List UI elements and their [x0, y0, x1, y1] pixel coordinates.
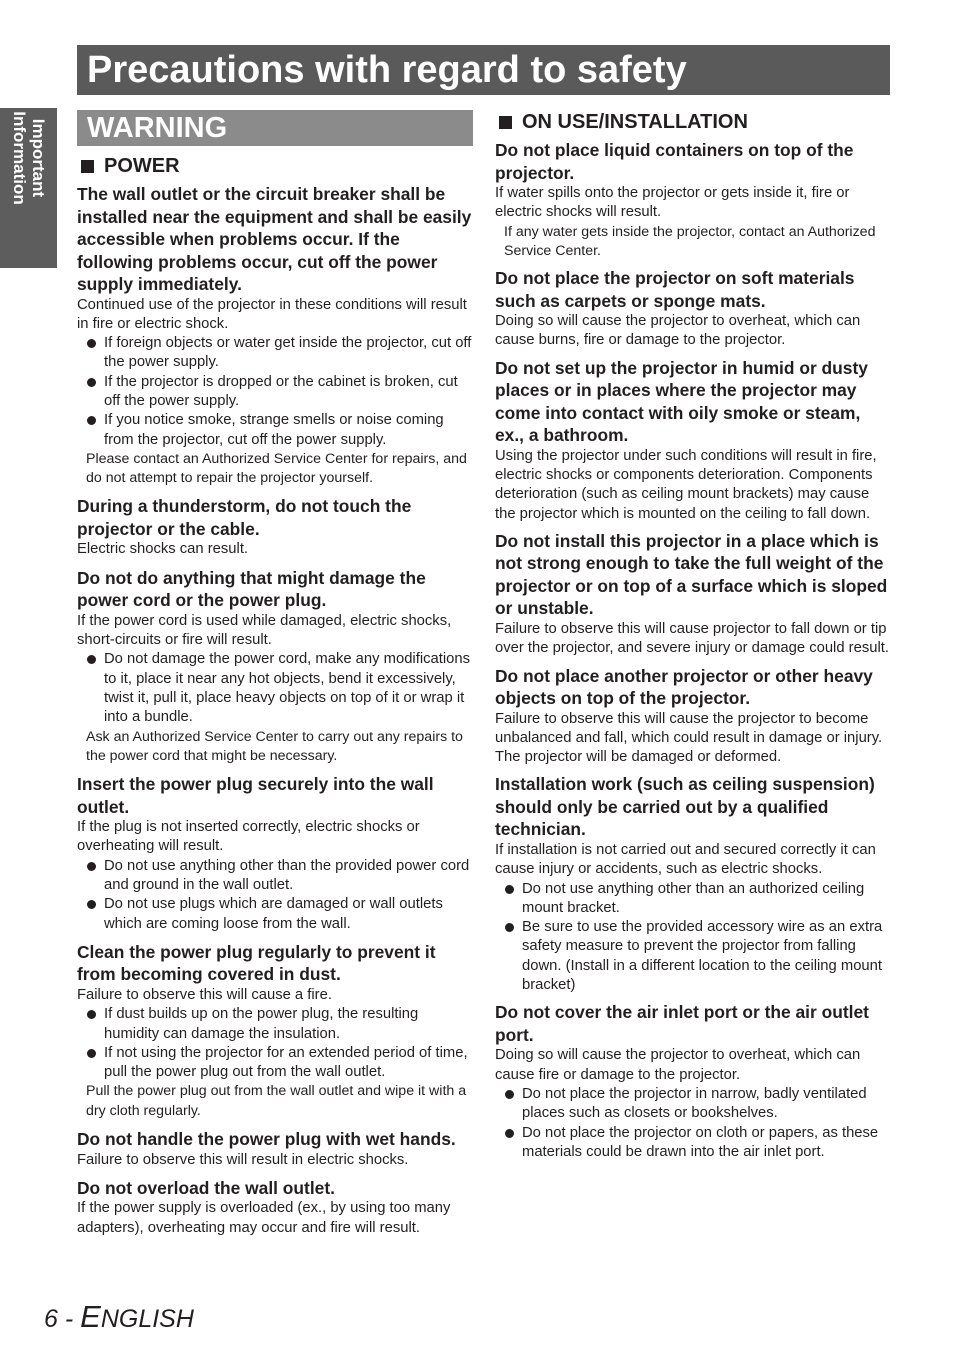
left-column: [77, 110, 473, 1245]
bullet-item: Do not use anything other than an authorized ceiling mount bracket.: [495, 880, 891, 919]
item-heading: The wall outlet or the circuit breaker shall be installed near the equipment and shall be easily accessible when problems occur. If the following problems occur, cut off the power supply immediately.: [77, 184, 472, 294]
item-body: Failure to observe this will cause a fire.: [77, 986, 332, 1003]
warning-item: [495, 357, 891, 524]
warning-item: [495, 267, 891, 351]
bullet-item: Do not use anything other than the provided power cord and ground in the wall outlet.: [77, 857, 473, 896]
square-bullet-icon: [81, 160, 94, 173]
warning-item: [495, 1001, 891, 1162]
item-heading: Do not place liquid containers on top of the projector.: [495, 140, 854, 183]
square-bullet-icon: [499, 116, 512, 129]
warning-heading: WARNING: [77, 110, 473, 146]
item-body: If the power cord is used while damaged, electric shocks, short-circuits or fire will result.: [77, 612, 452, 649]
item-body: Failure to observe this will cause the projector to become unbalanced and fall, which could result in damage or injury. The projector will be damaged or deformed.: [495, 710, 883, 766]
item-heading: Do not set up the projector in humid or dusty places or in places where the projector may come into contact with oily smoke or steam, ex., a bathroom.: [495, 357, 868, 446]
item-body: If installation is not carried out and secured correctly it can cause injury or accidents, such as electric shocks.: [495, 841, 876, 878]
item-body: Doing so will cause the projector to overheat, which can cause fire or damage to the projector.: [495, 1047, 861, 1083]
section-title: ON USE/INSTALLATION: [522, 111, 748, 133]
section-heading-power: [77, 154, 473, 178]
section-heading-use: [495, 110, 891, 134]
bullet-item: If not using the projector for an extended period of time, pull the power plug out from the wall outlet.: [77, 1044, 473, 1083]
item-note: Please contact an Authorized Service Center for repairs, and do not attempt to repair the projector yourself.: [86, 450, 467, 487]
bullet-item: Do not use plugs which are damaged or wall outlets which are coming loose from the wall.: [77, 895, 473, 934]
item-heading: Do not place another projector or other heavy objects on top of the projector.: [495, 665, 873, 709]
item-body: Using the projector under such conditions will result in fire, electric shocks or components deterioration. Components deterioration (such as ceiling mount brackets) may cause the projector which is mounted on the ceiling to fall down.: [495, 447, 877, 522]
bullet-item: Do not place the projector in narrow, badly ventilated places such as closets or bookshelves.: [495, 1085, 891, 1124]
item-note: If any water gets inside the projector, contact an Authorized Service Center.: [504, 223, 876, 259]
item-note: Ask an Authorized Service Center to carry out any repairs to the power cord that might be necessary.: [86, 728, 463, 764]
warning-item: [77, 1177, 473, 1238]
item-body: Doing so will cause the projector to overheat, which can cause burns, fire or damage to the projector.: [495, 313, 861, 349]
item-heading: Installation work (such as ceiling suspension) should only be carried out by a qualified technician.: [495, 774, 875, 840]
item-note: Pull the power plug out from the wall outlet and wipe it with a dry cloth regularly.: [86, 1083, 467, 1119]
item-body: Failure to observe this will result in electric shocks.: [77, 1151, 409, 1168]
page-footer: [44, 1300, 194, 1336]
warning-item: [77, 495, 473, 559]
item-body: If the plug is not inserted correctly, electric shocks or overheating will result.: [77, 819, 420, 855]
item-heading: Do not place the projector on soft materials such as carpets or sponge mats.: [495, 268, 855, 311]
item-heading: Do not install this projector in a place which is not strong enough to take the full weight of the projector or on top of a surface which is sloped or unstable.: [495, 530, 888, 619]
item-body: If the power supply is overloaded (ex., by using too many adapters), overheating may occur and fire will result.: [77, 1200, 451, 1236]
right-column: [495, 108, 891, 1168]
bullet-item: Do not damage the power cord, make any modifications to it, place it near any hot objects, bend it excessively, twist it, pull it, place heavy objects on top of it or wrap it into a bundle.: [77, 650, 473, 727]
bullet-item: If you notice smoke, strange smells or noise coming from the projector, cut off the power supply.: [77, 411, 473, 450]
warning-item: [77, 183, 473, 488]
section-title: POWER: [104, 155, 180, 177]
bullet-item: If dust builds up on the power plug, the resulting humidity can damage the insulation.: [77, 1005, 473, 1044]
warning-item: [77, 567, 473, 766]
warning-item: [495, 665, 891, 768]
warning-item: [495, 139, 891, 261]
item-heading: Do not cover the air inlet port or the air outlet port.: [495, 1002, 869, 1045]
bullet-item: If foreign objects or water get inside the projector, cut off the power supply.: [77, 334, 473, 373]
warning-item: [495, 530, 891, 659]
item-body: Electric shocks can result.: [77, 541, 249, 558]
warning-item: [77, 1128, 473, 1170]
item-heading: Do not handle the power plug with wet hands.: [77, 1129, 456, 1149]
bullet-item: If the projector is dropped or the cabinet is broken, cut off the power supply.: [77, 373, 473, 412]
page-title: Precautions with regard to safety: [77, 45, 890, 95]
warning-item: [77, 941, 473, 1121]
language-rest: NGLISH: [100, 1305, 194, 1333]
side-tab-label: [8, 83, 48, 233]
item-heading: Do not overload the wall outlet.: [77, 1177, 335, 1198]
side-tab-line2: Information: [10, 111, 29, 205]
warning-item: [495, 773, 891, 995]
item-heading: Clean the power plug regularly to prevent it from becoming covered in dust.: [77, 941, 436, 985]
item-body: Continued use of the projector in these conditions will result in fire or electric shock.: [77, 296, 467, 332]
warning-item: [77, 773, 473, 934]
item-body: Failure to observe this will cause projector to fall down or tip over the projector, and severe injury or damage could result.: [495, 620, 889, 657]
item-body: If water spills onto the projector or gets inside it, fire or electric shocks will result.: [495, 185, 850, 221]
side-tab-line1: Important: [29, 118, 48, 198]
bullet-item: Do not place the projector on cloth or papers, as these materials could be drawn into the air inlet port.: [495, 1124, 891, 1163]
bullet-item: Be sure to use the provided accessory wire as an extra safety measure to prevent the projector from falling down. (Install in a different location to the ceiling mount bracket): [495, 918, 891, 995]
language-initial: E: [80, 1299, 101, 1334]
item-heading: Insert the power plug securely into the wall outlet.: [77, 774, 434, 817]
item-heading: Do not do anything that might damage the power cord or the power plug.: [77, 567, 426, 611]
item-heading: During a thunderstorm, do not touch the projector or the cable.: [77, 496, 412, 539]
page-number: 6 -: [44, 1305, 81, 1333]
